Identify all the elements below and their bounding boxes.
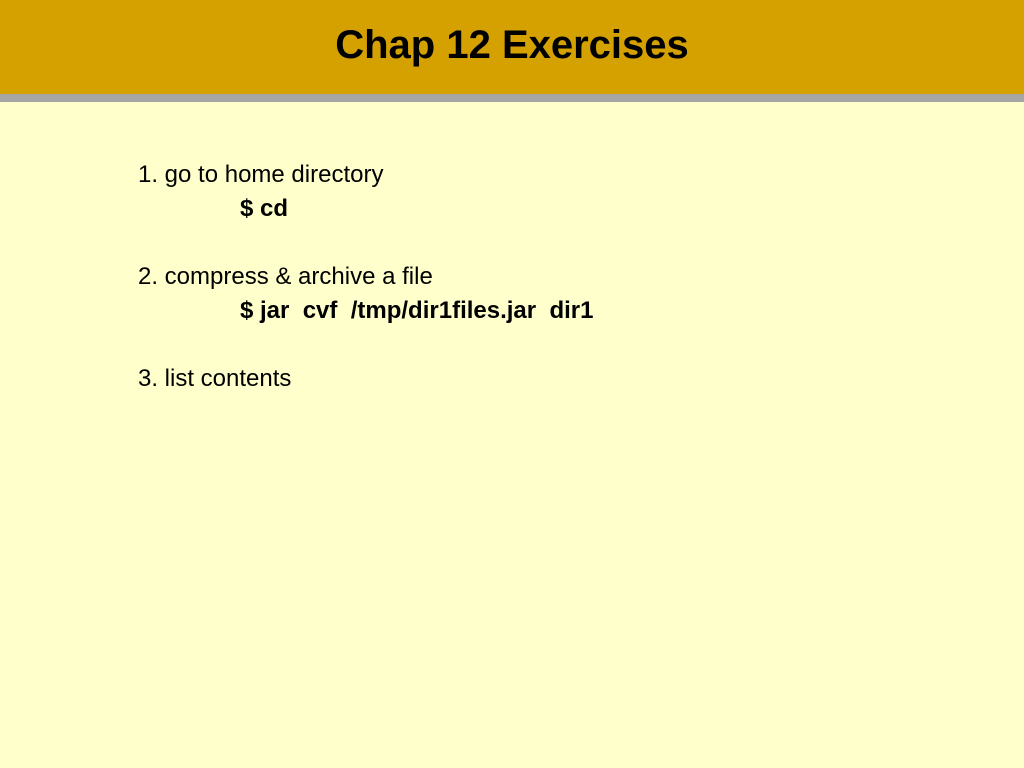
exercise-1-command: $ cd: [240, 195, 289, 222]
title-divider: [0, 94, 1024, 102]
slide-body: [138, 158, 958, 396]
slide-title: Chap 12 Exercises: [335, 22, 689, 67]
exercise-1-text: 1. go to home directory: [138, 161, 384, 188]
exercise-2-command: $ jar cvf /tmp/dir1files.jar dir1: [240, 297, 594, 324]
exercise-2-text: 2. compress & archive a file: [138, 263, 433, 290]
title-bar: [0, 0, 1024, 94]
exercise-3-text: 3. list contents: [138, 365, 292, 392]
spacer: [138, 226, 958, 260]
spacer: [138, 328, 958, 362]
